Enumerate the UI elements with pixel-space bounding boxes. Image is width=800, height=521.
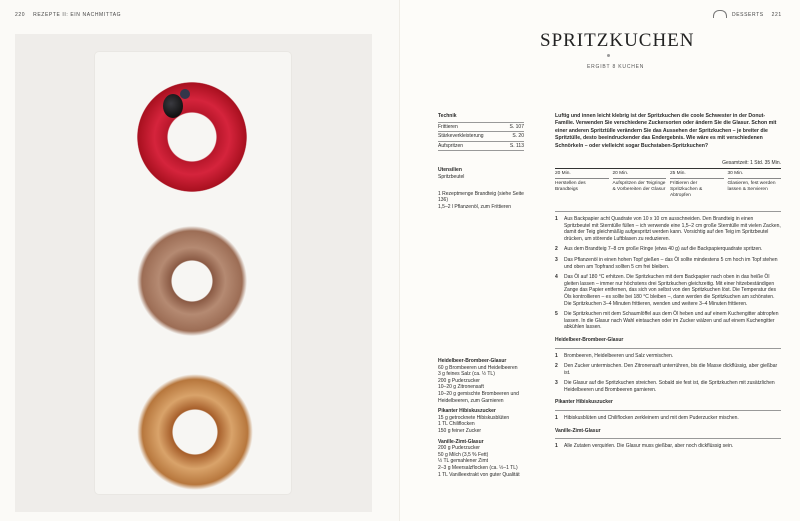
method-step [555, 246, 781, 253]
step-number: 3 [555, 380, 558, 387]
step-text: Hibiskusblüten und Chiliflocken zerkleinern und mit dem Puderzucker mischen. [564, 415, 739, 422]
left-section-title: REZEPTE II: EIN NACHMITTAG [33, 12, 122, 18]
step-number: 5 [555, 311, 558, 318]
ingredient-item: 3 g feines Salz (ca. ½ TL) [438, 371, 495, 378]
step-number: 1 [555, 352, 558, 359]
step-text: Das Öl auf 180 °C erhitzen. Die Spritzkuchen mit dem Backpapier nach oben in das heiße Öl gleiten lassen – immer nur höchstens drei Spritzkuchen gleichzeitig. Mit einer hitzebeständigen Zange das Papier entfernen, das sich von selbst von den Spritzkuchen löst. Die Temperatur des Öls kontrollieren – es sollte bei 180 °C bleiben –, dann werden die Spritzkuchen am schönsten. Die Spritzkuchen 3–4 Minuten frittieren, wenden und weitere 3–4 Minuten frittieren. [564, 274, 776, 307]
method-step [555, 216, 781, 242]
title-ornament [607, 54, 610, 57]
total-time: Gesamtzeit: 1 Std. 35 Min. [722, 160, 781, 166]
step-number: 4 [555, 274, 558, 281]
step-text: Brombeeren, Heidelbeeren und Salz vermischen. [564, 352, 674, 359]
ingredient-item: 60 g Brombeeren und Heidelbeeren [438, 364, 518, 371]
step-number: 1 [555, 443, 558, 450]
technik-label: Aufspritzen [438, 142, 464, 149]
right-section-title: DESSERTS [732, 12, 764, 18]
timeline-grid [555, 171, 781, 199]
timeline-step [670, 171, 724, 199]
timeline-step [555, 171, 609, 199]
blackberry-garnish [163, 94, 183, 118]
method-step [555, 274, 781, 307]
step-number: 2 [555, 363, 558, 370]
step-text: Aus Backpapier acht Quadrate von 10 x 10 cm ausschneiden. Den Brandteig in einen Spritzbeutel mit Sterntülle füllen – ich verwende eine 1,5–2 cm große Sterntülle mit vielen Zacken, damit der Teig gleichmäßig aufgespritzt werden kann. Vorsichtig auf den Teig im Spritzbeutel drücken, um störende Luftblasen zu reduzieren. [564, 216, 781, 242]
section-heading: Pikanter Hibiskuszucker [555, 399, 781, 411]
step-text: Alle Zutaten verquirlen. Die Glasur muss gießbar, aber noch dickflüssig sein. [564, 443, 734, 450]
ingredient-item: 200 g Puderzucker [438, 377, 480, 384]
glaze-step [555, 380, 781, 393]
glaze-step [555, 415, 781, 422]
glaze-heading: Heidelbeer-Brombeer-Glasur [438, 358, 507, 364]
ingredient-item: 10–20 g gemischte Brombeeren und Heidelbeeren, zum Garnieren [438, 390, 519, 404]
timeline-duration: 30 Min. [728, 171, 782, 179]
technik-label: Frittieren [438, 123, 458, 130]
left-header [15, 12, 121, 18]
step-number: 2 [555, 246, 558, 253]
glaze-heading: Pikanter Hibiskuszucker [438, 408, 496, 415]
method-step [555, 311, 781, 331]
timeline-duration: 20 Min. [555, 171, 609, 179]
glaze-step [555, 363, 781, 376]
ingredient-item: 50 g Milch (3,5 % Fett) [438, 451, 489, 458]
glaze-step [555, 353, 781, 360]
ingredient-item: 15 g getrocknete Hibiskusblüten [438, 414, 510, 421]
spritzkuchen-photo [15, 34, 372, 512]
method-step [555, 257, 781, 270]
recipe-title: SPRITZKUCHEN [540, 30, 695, 51]
right-page-number: 221 [771, 12, 782, 18]
technik-row [438, 142, 524, 152]
technik-page-ref: S. 20 [512, 133, 524, 140]
technik-heading: Technik [438, 113, 457, 119]
technik-page-ref: S. 107 [509, 123, 524, 130]
timeline-rule [555, 168, 781, 169]
timeline-step [728, 171, 782, 199]
base-ingredient: 1 Rezeptmenge Brandteig (siehe Seite 136) [438, 190, 524, 204]
technik-row [438, 132, 524, 142]
technik-page-ref: S. 113 [509, 142, 524, 149]
cake-icon [713, 10, 727, 18]
timeline-task: Aufspritzen der Teigringe & Vorbereiten der Glasur [612, 181, 666, 192]
ingredient-item: 1 TL Vanilleextrakt von guter Qualität [438, 471, 520, 478]
step-text: Die Glasur auf die Spritzkuchen streichen. Sobald sie fest ist, die Spritzkuchen mit zusätzlichen Heidelbeeren und Brombeeren garnieren. [564, 380, 775, 393]
ingredient-item: 200 g Puderzucker [438, 445, 480, 452]
step-number: 3 [555, 256, 558, 263]
right-header [732, 12, 782, 18]
vanilla-glazed-donut [133, 370, 257, 494]
step-text: Den Zucker untermischen. Den Zitronensaft unterrühren, bis die Masse dickflüssig, aber gießbar ist. [564, 363, 778, 376]
timeline-task: Frittieren der Spritzkuchen & Abtropfen [670, 181, 703, 198]
steps-rule [555, 211, 781, 212]
section-heading: Vanille-Zimt-Glasur [555, 428, 781, 440]
ingredient-item: ½ TL gemahlener Zimt [438, 458, 489, 465]
section-heading: Heidelbeer-Brombeer-Glasur [555, 337, 781, 349]
glaze-step [555, 443, 781, 450]
timeline-duration: 20 Min. [613, 171, 667, 179]
hibiscus-sugar-donut [133, 222, 251, 340]
utensilien-heading: Utensilien [438, 167, 462, 174]
step-text: Aus dem Brandteig 7–8 cm große Ringe (etwa 40 g) auf die Backpapierquadrate spritzen. [564, 246, 763, 253]
blueberry-garnish [180, 89, 190, 99]
timeline-duration: 25 Min. [670, 171, 724, 179]
step-text: Die Spritzkuchen mit dem Schaumlöffel aus dem Öl heben und auf einem Kuchengitter abtropfen lassen. In die Glasur nach Wahl eintauchen oder im Zucker wälzen und auf einem Kuchengitter abkühlen lassen. [564, 311, 779, 331]
ingredient-item: 2–3 g Meersalzflocken (ca. ½–1 TL) [438, 464, 518, 471]
glaze-heading: Vanille-Zimt-Glasur [438, 438, 484, 445]
technik-row [438, 123, 524, 133]
recipe-yield: ERGIBT 8 KUCHEN [587, 64, 645, 70]
left-page-number: 220 [15, 12, 26, 18]
glaze-ingredients [438, 354, 530, 478]
ingredient-item: 10–20 g Zitronensaft [438, 384, 484, 391]
recipe-intro: Luftig und innen leicht klebrig ist der Spritzkuchen die coole Schwester in der Donut-Familie. Verwenden Sie verschiedene Zuckersorten oder ändern Sie die Glasur. Schon mit einer anderen Spritztülle verändern Sie das Aussehen der Spritzkuchen – je breiter die Spritztülle, desto beeindruckender das Endergebnis. Wie wäre es mit verschiedenen Schnörkeln – oder vielleicht sogar Buchstaben-Spritzkuchen? [555, 113, 777, 149]
base-ingredient: 1,5–2 l Pflanzenöl, zum Frittieren [438, 203, 512, 210]
ingredient-item: 150 g feiner Zucker [438, 427, 482, 434]
timeline-task: Glasieren, fest werden lassen & Servieren [727, 181, 776, 192]
step-number: 1 [555, 415, 558, 422]
step-text: Das Pflanzenöl in einen hohen Topf gießen – das Öl sollte mindestens 5 cm hoch im Topf stehen und oben am Topfrand sollten 5 cm frei bleiben. [564, 256, 778, 270]
ingredient-item: 1 TL Chiliflocken [438, 421, 475, 428]
recipe-sidebar [438, 113, 524, 210]
method-steps [555, 209, 781, 454]
right-page [400, 0, 800, 521]
timeline-step [613, 171, 667, 199]
utensil-item: Spritzbeutel [438, 173, 465, 180]
technik-label: Stärkeverkleisterung [438, 133, 484, 140]
berry-glazed-donut [133, 78, 251, 196]
step-number: 1 [555, 216, 558, 222]
timeline-task: Herstellen des Brandteigs [555, 181, 586, 192]
